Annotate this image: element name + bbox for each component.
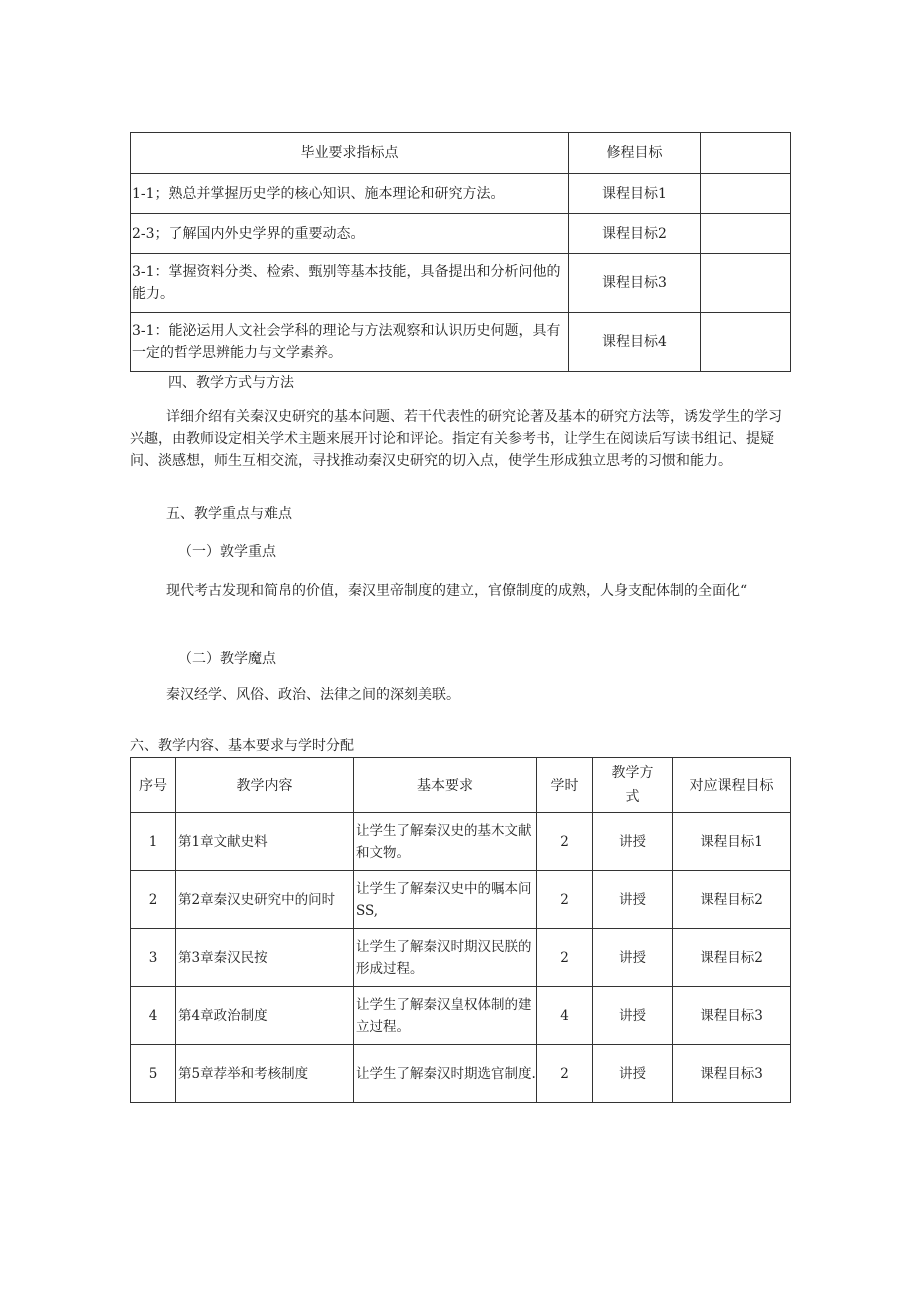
column-header: 教学内容 [176, 758, 354, 813]
target-cell: 课程目标2 [673, 871, 791, 929]
section5-sub1: （一）敦学重点 [178, 544, 276, 560]
target-cell: 课程目标3 [569, 254, 701, 313]
requirement-cell: 2-3；了解国内外史学界的重要动态。 [131, 214, 569, 254]
row-number: 2 [131, 871, 176, 929]
table-row [131, 1045, 791, 1103]
method-cell: 讲授 [593, 929, 673, 987]
requirement-cell: 让学生了解秦汉时期汉民朕的形成过程。 [354, 929, 537, 987]
requirement-cell: 让学生了解秦汉皇权体制的建立过程。 [354, 987, 537, 1045]
content-table-header [131, 758, 791, 813]
requirement-cell: 让学生了解秦汉时期选官制度. [354, 1045, 537, 1103]
table-row [131, 813, 791, 871]
indicator-table-header [131, 133, 791, 174]
section5-sub2-body: 秦汉经学、风俗、政治、法律之间的深刻美联。 [166, 687, 460, 703]
table-row [131, 871, 791, 929]
column-header: 学时 [537, 758, 593, 813]
table-row [131, 313, 791, 372]
target-cell: 课程目标2 [673, 929, 791, 987]
section4-body: 详细介绍有关秦汉史研究的基本问题、若干代表性的研究论著及基本的研究方法等，诱发学生的学习兴趣，由教师设定相关学术主题来展开讨论和评论。指定有关参考书，让学生在阅读后写读书组记、提疑问、淡感想，师生互相交流，寻找推动秦汉史研究的切入点，使学生形成独立思考的习惯和能力。 [130, 409, 782, 469]
empty-cell [701, 174, 791, 214]
table-row [131, 987, 791, 1045]
target-cell: 课程目标3 [673, 987, 791, 1045]
content-cell: 第1章文献史料 [176, 813, 354, 871]
content-table [130, 757, 791, 1103]
column-header: 教学方式 [593, 758, 673, 813]
target-cell: 课程目标3 [673, 1045, 791, 1103]
requirement-cell: 1-1；熟总并掌握历史学的核心知识、施本理论和研究方法。 [131, 174, 569, 214]
empty-cell [701, 313, 791, 372]
section6-heading: 六、教学内容、基本要求与学时分配 [130, 738, 354, 754]
content-cell: 第5章荐举和考核制度 [176, 1045, 354, 1103]
hours-cell: 2 [537, 929, 593, 987]
target-cell: 课程目标1 [569, 174, 701, 214]
section5-heading: 五、教学重点与难点 [166, 506, 292, 522]
requirement-cell: 3-1：掌握资料分类、检索、甄别等基本技能，具备提出和分析问他的能力。 [131, 254, 569, 313]
hours-cell: 2 [537, 813, 593, 871]
column-header: 序号 [131, 758, 176, 813]
content-cell: 第3章秦汉民按 [176, 929, 354, 987]
table-row [131, 214, 791, 254]
column-header: 对应课程目标 [673, 758, 791, 813]
content-cell: 第2章秦汉史研究中的问时 [176, 871, 354, 929]
row-number: 4 [131, 987, 176, 1045]
section4-heading: 四、教学方式与方法 [168, 375, 294, 391]
hours-cell: 4 [537, 987, 593, 1045]
target-cell: 课程目标1 [673, 813, 791, 871]
section5-sub2: （二）教学魔点 [178, 651, 276, 667]
method-cell: 讲授 [593, 813, 673, 871]
row-number: 3 [131, 929, 176, 987]
row-number: 1 [131, 813, 176, 871]
target-cell: 课程目标4 [569, 313, 701, 372]
header-requirement: 毕业要求指标点 [131, 133, 569, 174]
content-cell: 第4章政治制度 [176, 987, 354, 1045]
method-cell: 讲授 [593, 987, 673, 1045]
method-cell: 讲授 [593, 1045, 673, 1103]
section5-sub1-body: 现代考古发现和简帛的价值，秦汉里帝制度的建立，官僚制度的成熟，人身支配体制的全面化“ [166, 583, 748, 599]
empty-cell [701, 214, 791, 254]
table-row [131, 929, 791, 987]
header-target: 修程目标 [569, 133, 701, 174]
requirement-cell: 让学生了解秦汉史中的嘱本问SS, [354, 871, 537, 929]
requirement-cell: 3-1：能泌运用人文社会学科的理论与方法观察和认识历史何题，具有一定的哲学思辨能力与文学素养。 [131, 313, 569, 372]
empty-cell [701, 254, 791, 313]
table-row [131, 254, 791, 313]
indicator-table [130, 132, 791, 372]
column-header: 基本要求 [354, 758, 537, 813]
hours-cell: 2 [537, 871, 593, 929]
method-cell: 讲授 [593, 871, 673, 929]
target-cell: 课程目标2 [569, 214, 701, 254]
hours-cell: 2 [537, 1045, 593, 1103]
header-extra [701, 133, 791, 174]
row-number: 5 [131, 1045, 176, 1103]
requirement-cell: 让学生了解秦汉史的基木文献和文物。 [354, 813, 537, 871]
table-row [131, 174, 791, 214]
